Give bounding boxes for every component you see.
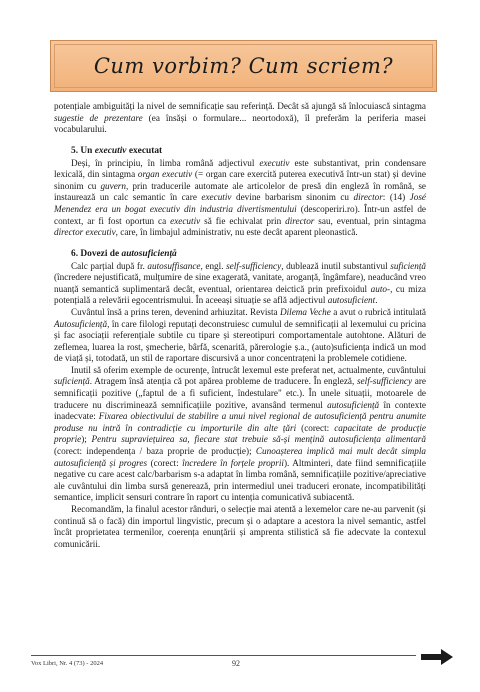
section-6-paragraph-3: Inutil să oferim exemple de ocurențe, întrucât lexemul este preferat net, actualmente, cuvântului suficiență. Atragem însă atenția că pot apărea probleme de traducere. În engleză, self-sufficiency are semnificații pozitive („faptul de a fi suficient, îndestulare" etc.). În unele situații, motoarele de traducere nu discriminează semnificațiile pozitive, avansând termenul autosuficiență în contexte inadecvate: Fixarea obiectivului de stabilire a unui nivel regional de autosuficiență pentru anumite produse nu intră în contradicție cu importurile din alte țări (corect: capacitate de producție proprie); Pentru supraviețuirea sa, fiecare stat trebuie să-și mențină autosuficiența alimentară (corect: independența / baza proprie de producție); Cunoașterea implică mai mult decât simpla autosuficiență și progres (corect: încredere în forțele proprii). Altminteri, date fiind semnificațiile negative cu care acest calc/barbarism s-a adaptat în limba română, semnificațiile pozitive/apreciative ale cuvântului din limba sursă generează, prin intermediul unei traduceri eronate, incompatibilități semantice, implicit sensuri contrare în raport cu intenția comunicativă subiacentă. — [54, 364, 427, 503]
section-6-heading: 6. Dovezi de autosuficiență — [71, 248, 177, 259]
page-number: 92 — [232, 659, 240, 668]
section-5-heading: 5. Un executiv executat — [71, 145, 163, 156]
section-6-paragraph-1: Calc parțial după fr. autosuffisance, engl. self-sufficiency, dublează inutil substantivul suficiență (încredere nejustificată, mulțumire de sine exagerată, vanitate, aroganță, îngâmfare), neaducând vreo nuanță semantică suplimentară decât, eventual, orientarea deictică prin prefixoidul auto-, cu miza potențială a relevării egocentrismului. În aceeași situație se află adjectivul autosuficient. — [54, 260, 426, 306]
next-page-arrow-icon[interactable] — [421, 649, 453, 665]
paragraph-intro: potențiale ambiguități la nivel de semnificație sau referință. Decât să ajungă să înlocuiască sintagma sugestie de prezentare (ea însăși o formulare... neortodoxă), îl preferăm la periferia masei vocabularului. — [54, 101, 426, 135]
section-5-paragraph: Deși, în principiu, în limba română adjectivul executiv este substantivat, prin condensare lexicală, din sintagma organ executiv (= organ care exercită puterea executivă într-un stat) și devine sinonim cu guvern, prin traducerile automate ale articolelor de presă din engleză în română, se instaurează un calc semantic în care executiv devine barbarism sinonim cu director: (14) José Menendez era un bogat executiv din industria divertismentului (descoperiri.ro). Într-un astfel de context, ar fi fost oportun ca executiv să fie echivalat prin director sau, eventual, prin sintagma director executiv, care, în limbajul administrativ, nu este decât aparent pleonastică. — [54, 157, 427, 238]
section-6-paragraph-2: Cuvântul însă a prins teren, devenind arhiuzitat. Revista Dilema Veche a avut o rubrică intitulată Autosuficiență, în care filologi reputați deconstruiesc cumulul de semnificații al lexemului cu pricina și fac asociații referențiale subtile cu tipare și stereotipuri comportamentale autohtone. Alături de zeflemea, luarea la rost, șmecherie, bârfă, scenarită, părerologie ș.a., (auto)suficiența indică un mod de viață și, totodată, un stil de raportare discursivă a unor concentrațeni la problemele cotidiene. — [54, 306, 426, 364]
banner-title: Cum vorbim? Cum scriem? — [93, 54, 394, 78]
section-banner — [50, 40, 437, 92]
footer-journal: Vox Libri, Nr. 4 (73) - 2024 — [31, 660, 104, 667]
article-body — [54, 101, 426, 550]
footer-rule — [31, 655, 416, 656]
section-6-paragraph-4: Recomandăm, la finalul acestor rânduri, o selecție mai atentă a lexemelor care ne-au parvenit (și continuă să o facă) din importul lingvistic, precum și o adaptare a acestora la nivel semantic, astfel încât proprietatea termenilor, coerența enunțării și amprenta stilistică să fie adecvate la contexul comunicării. — [54, 504, 426, 549]
